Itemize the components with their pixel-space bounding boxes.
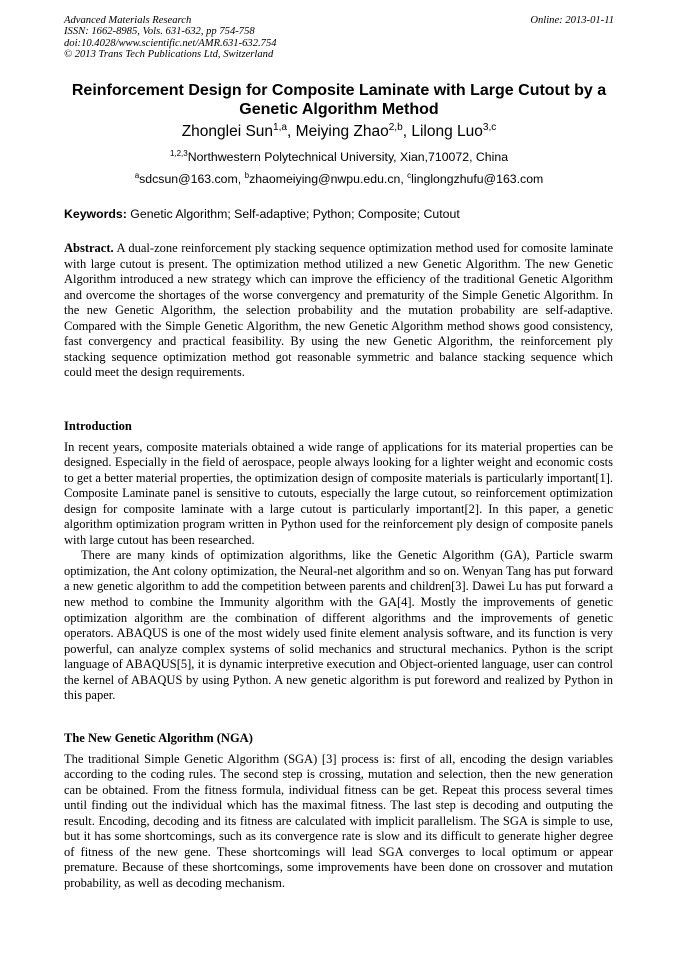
email-sup: a xyxy=(134,170,140,180)
paragraph: There are many kinds of optimization algorithms, like the Genetic Algorithm (GA), Particle swarm optimization, the Ant colony optimization, the Neural-net algorithm and so on. Wenyan Tang has put forward a new genetic algorithm to add the competition between parents and children[3]. Dawei Lu has put forward a new method to combine the Immunity algorithm with the GA[4]. Mostly the improvements of genetic optimization algorithm are the combination of different algorithms and the improvements of genetic operators. ABAQUS is one of the most widely used finite element analysis software, and its function is very powerful, can analyze complex systems of solid mechanics and structural mechanics. Python is the script language of ABAQUS[5], it is dynamic interpretive execution and Object-oriented language, user can control the kernel of ABAQUS by using Python. A new genetic algorithm is put foreword and realized by Python in this paper. xyxy=(64,548,613,703)
journal-name: Advanced Materials Research xyxy=(64,15,192,26)
doi: doi:10.4028/www.scientific.net/AMR.631-632.754 xyxy=(64,37,277,49)
author-sup: 3,c xyxy=(482,121,497,133)
email-sup: b xyxy=(244,170,250,180)
keywords-label: Keywords: xyxy=(64,207,127,221)
abstract-text: A dual-zone reinforcement ply stacking sequence optimization method used for comosite laminate with large cutout is present. The optimization method utilized a new Genetic Algorithm. The new Genetic Algorithm introduced a new strategy which can improve the efficiency of the traditional Genetic Algorithm and overcome the shortages of the worse convergency and prematurity of the Simple Genetic Algorithm. In the new Genetic Algorithm, the selection probability and the mutation probability are self-adaptive. Compared with the Simple Genetic Algorithm, the new Genetic Algorithm method shows good consistency, fast convergency and practical feasibility. By using the new Genetic Algorithm, the reinforcement ply stacking sequence optimization method got reasonable symmetric and balance stacking sequence which could meet the design requirements. xyxy=(64,241,613,380)
aff-text: Northwestern Polytechnical University, Xian,710072, China xyxy=(187,150,509,164)
affiliation xyxy=(64,150,614,164)
author: Lilong Luo xyxy=(411,123,483,140)
email: zhaomeiying@nwpu.edu.cn xyxy=(249,172,401,186)
paragraph: In recent years, composite materials obtained a wide range of applications for its material properties can be designed. Especially in the field of aerospace, people always looking for a lighter weight and economic costs to get a better material properties, the optimization design of composite materials is particularly important[1]. Composite Laminate panel is sensitive to cutouts, especially the large cutout, so reinforcement optimization design for composite laminate with a large cutout is particularly important[2]. In this paper, a genetic algorithm optimization program written in Python used for the reinforcement ply design of composite panels with large cutout has been researched. xyxy=(64,439,613,547)
copyright: © 2013 Trans Tech Publications Ltd, Switzerland xyxy=(64,49,274,61)
abstract-label: Abstract. xyxy=(64,241,114,255)
journal-header xyxy=(64,15,277,61)
aff-sup: 1,2,3 xyxy=(169,148,188,158)
issn: ISSN: 1662-8985, Vols. 631-632, pp 754-758 xyxy=(64,26,255,38)
paragraph: The traditional Simple Genetic Algorithm (SGA) [3] process is: first of all, encoding the design variables according to the coding rules. The second step is crossing, mutation and selection, then the new generation can be obtained. From the fitness formula, individual fitness can be get. Repeat this process several times until finding out the individual which has the maximal fitness. The last step is decoding and outputing the result. Encoding, decoding and its fitness are calculated with implicit parallelism. The SGA is simple to use, but it has some shortcomings, such as its convergence rate is slow and its difficult to generate higher degree of fitness of the new gene. These shortcomings will lead SGA converges to local optimum or appear premature. Because of these shortcomings, some improvements have been done on crossover and mutation probability, as well as decoding mechanism. xyxy=(64,751,613,890)
abstract xyxy=(64,241,613,381)
email: sdcsun@163.com xyxy=(139,172,238,186)
online-date: Online: 2013-01-11 xyxy=(530,15,614,26)
email: linglongzhufu@163.com xyxy=(411,172,544,186)
author: Meiying Zhao xyxy=(295,123,389,140)
keywords xyxy=(64,207,460,221)
keywords-text: Genetic Algorithm; Self-adaptive; Python; Composite; Cutout xyxy=(130,207,460,221)
email-sup: c xyxy=(407,170,412,180)
section-heading: Introduction xyxy=(64,419,132,433)
authors: Zhonglei Sun$^{1,a}$, Meiying Zhao$^{2,b}$, Lilong Luo$^{3,c}$ xyxy=(181,121,497,140)
nga-section xyxy=(64,731,613,891)
author-sup: 1,a xyxy=(273,121,288,133)
author-sup: 2,b xyxy=(388,121,403,133)
section-heading: The New Genetic Algorithm (NGA) xyxy=(64,731,253,745)
paper-title: Reinforcement Design for Composite Laminate with Large Cutout by a Genetic Algorithm Method xyxy=(71,82,607,118)
introduction-section xyxy=(64,419,613,704)
author: Zhonglei Sun xyxy=(181,123,274,140)
emails: $^a$sdcsun@163.com, $^b$zhaomeiying@nwpu.edu.cn, $^c$linglongzhufu@163.com xyxy=(134,170,544,186)
